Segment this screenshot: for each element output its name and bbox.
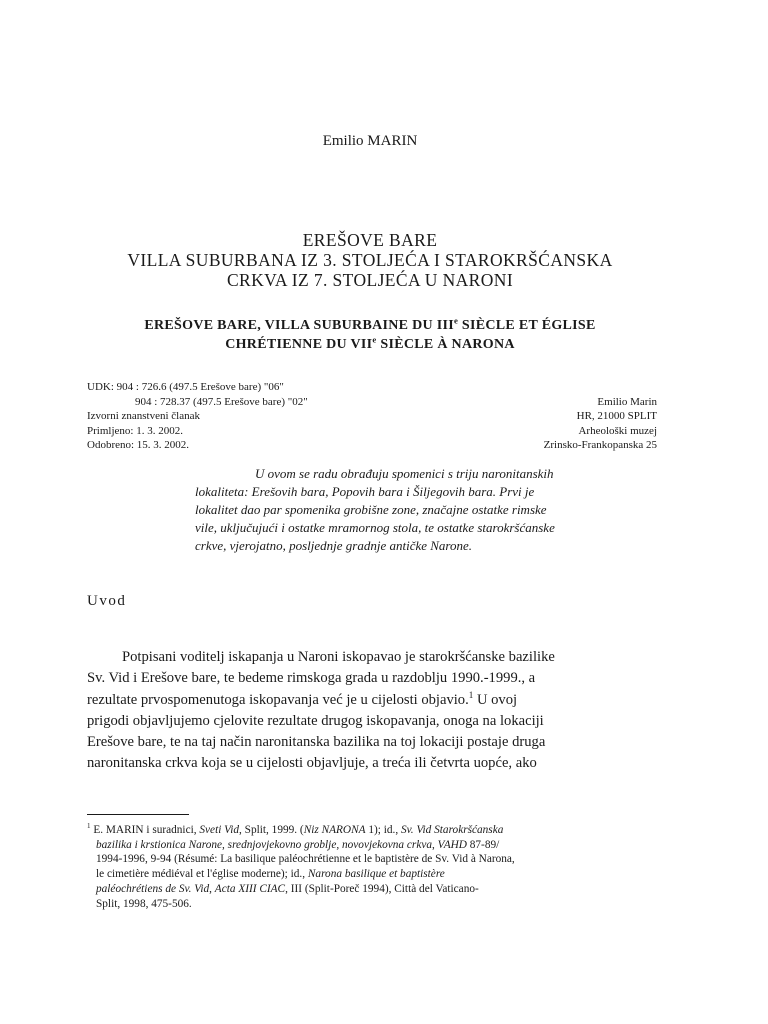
fn-text: VAHD [437, 838, 467, 851]
meta-row [87, 409, 657, 424]
title-fr-text: CHRÉTIENNE DU VII [225, 337, 373, 352]
footnote-line [87, 838, 657, 853]
title-french [0, 316, 740, 354]
abstract-line: U ovom se radu obrađuju spomenici s triju naronitanskih [255, 466, 554, 481]
footnote [87, 823, 657, 911]
title-fr-text: SIÈCLE À NARONA [376, 337, 515, 352]
footnote-ref[interactable]: 1 [468, 689, 474, 700]
abstract-line: crkve, vjerojatno, posljednje gradnje antičke Narone. [195, 538, 473, 553]
footnote-line [87, 882, 657, 897]
title-croatian [0, 230, 740, 290]
article-type: Izvorni znanstveni članak [87, 410, 201, 423]
abstract-line: lokalitet dao par spomenika grobišne zone, značajne ostatke rimske [195, 502, 547, 517]
footnote-number: 1 [87, 822, 91, 831]
footnote-line [87, 867, 657, 882]
body-line: naronitanska crkva koja se u cijelosti objavljuje, a treća ili četvrta uopće, ako [87, 755, 537, 772]
fn-text: bazilika i krstionica Narone, srednjovjekovno groblje, novovjekovna crkva [96, 838, 432, 851]
fn-text: E. MARIN i suradnici, [90, 824, 200, 836]
fn-text: Niz NARONA [303, 824, 366, 836]
fn-text: paléochrétiens de Sv. Vid [96, 882, 210, 895]
body-line: Potpisani voditelj iskapanja u Naroni iskopavao je starokršćanske bazilike [122, 649, 555, 665]
body-text: U ovoj [473, 691, 518, 708]
ordinal-sup: e [372, 334, 377, 345]
title-line: CRKVA IZ 7. STOLJEĆA U NARONI [226, 270, 514, 290]
udk-code: 904 : 728.37 (497.5 Erešove bare) "02" [135, 395, 308, 408]
body-text: rezultate prvospomenutoga iskopavanja već je u cijelosti objavio. [87, 691, 469, 708]
affiliation-street: Zrinsko-Frankopanska 25 [543, 439, 657, 452]
fn-text: , [432, 838, 438, 851]
meta-row [87, 438, 657, 453]
fn-text: , Split, 1999. ( [239, 824, 304, 836]
body-paragraph [87, 647, 657, 775]
fn-text: , [209, 882, 215, 895]
author-name: Emilio MARIN [322, 133, 418, 149]
body-line [87, 690, 657, 711]
title-line: VILLA SUBURBANA IZ 3. STOLJEĆA I STAROKRŠĆANSKA [127, 250, 613, 270]
body-line: Erešove bare, te na taj način naronitanska bazilika na toj lokaciji postaje druga [87, 734, 546, 751]
footnote-line: Split, 1998, 475-506. [96, 897, 192, 910]
fn-text: Narona basilique et baptistère [307, 868, 445, 881]
fn-text: Acta XIII CIAC [214, 882, 286, 895]
footnote-line [87, 823, 657, 838]
body-line: prigodi objavljujemo cjelovite rezultate drugog iskopavanja, onoga na lokaciji [87, 712, 544, 729]
affiliation-museum: Arheološki muzej [578, 424, 657, 437]
received-date: Primljeno: 1. 3. 2002. [87, 424, 183, 437]
approved-date: Odobreno: 15. 3. 2002. [87, 439, 190, 452]
affiliation-name: Emilio Marin [597, 395, 657, 408]
udk-code: UDK: 904 : 726.6 (497.5 Erešove bare) "06" [87, 381, 284, 393]
body-line: Sv. Vid i Erešove bare, te bedeme rimskoga grada u razdoblju 1990.-1999., a [87, 670, 536, 687]
title-fr-line [0, 335, 740, 354]
title-fr-text: SIÈCLE ET ÉGLISE [458, 318, 596, 333]
fn-text: Sveti Vid [199, 824, 240, 836]
fn-text: 87-89/ [466, 838, 500, 851]
abstract-line: lokaliteta: Erešovih bara, Popovih bara i Šiljegovih bara. Prvi je [195, 484, 535, 499]
footnote-divider [87, 814, 189, 815]
affiliation-city: HR, 21000 SPLIT [576, 410, 657, 423]
meta-row [87, 424, 657, 439]
fn-text: , III (Split-Poreč 1994), Città del Vaticano- [285, 882, 479, 895]
article-metadata [87, 380, 657, 453]
ordinal-sup: e [453, 315, 459, 326]
title-fr-line [0, 316, 740, 335]
abstract [195, 465, 655, 555]
fn-text: Sv. Vid Starokršćanska [400, 824, 504, 836]
fn-text: le cimetière médiéval et l'église moderne); id., [96, 868, 308, 881]
title-fr-text: EREŠOVE BARE, VILLA SUBURBAINE DU III [144, 318, 454, 333]
meta-row [87, 380, 657, 395]
fn-text: 1); id., [365, 824, 401, 836]
section-heading: Uvod [87, 593, 127, 609]
title-line: EREŠOVE BARE [302, 230, 438, 250]
meta-row [87, 395, 657, 410]
abstract-line: vile, uključujući i ostatke mramornog stola, te ostatke starokršćanske [195, 520, 555, 535]
footnote-line: 1994-1996, 9-94 (Résumé: La basilique paléochrétienne et le baptistère de Sv. Vid à Narona, [96, 853, 515, 866]
